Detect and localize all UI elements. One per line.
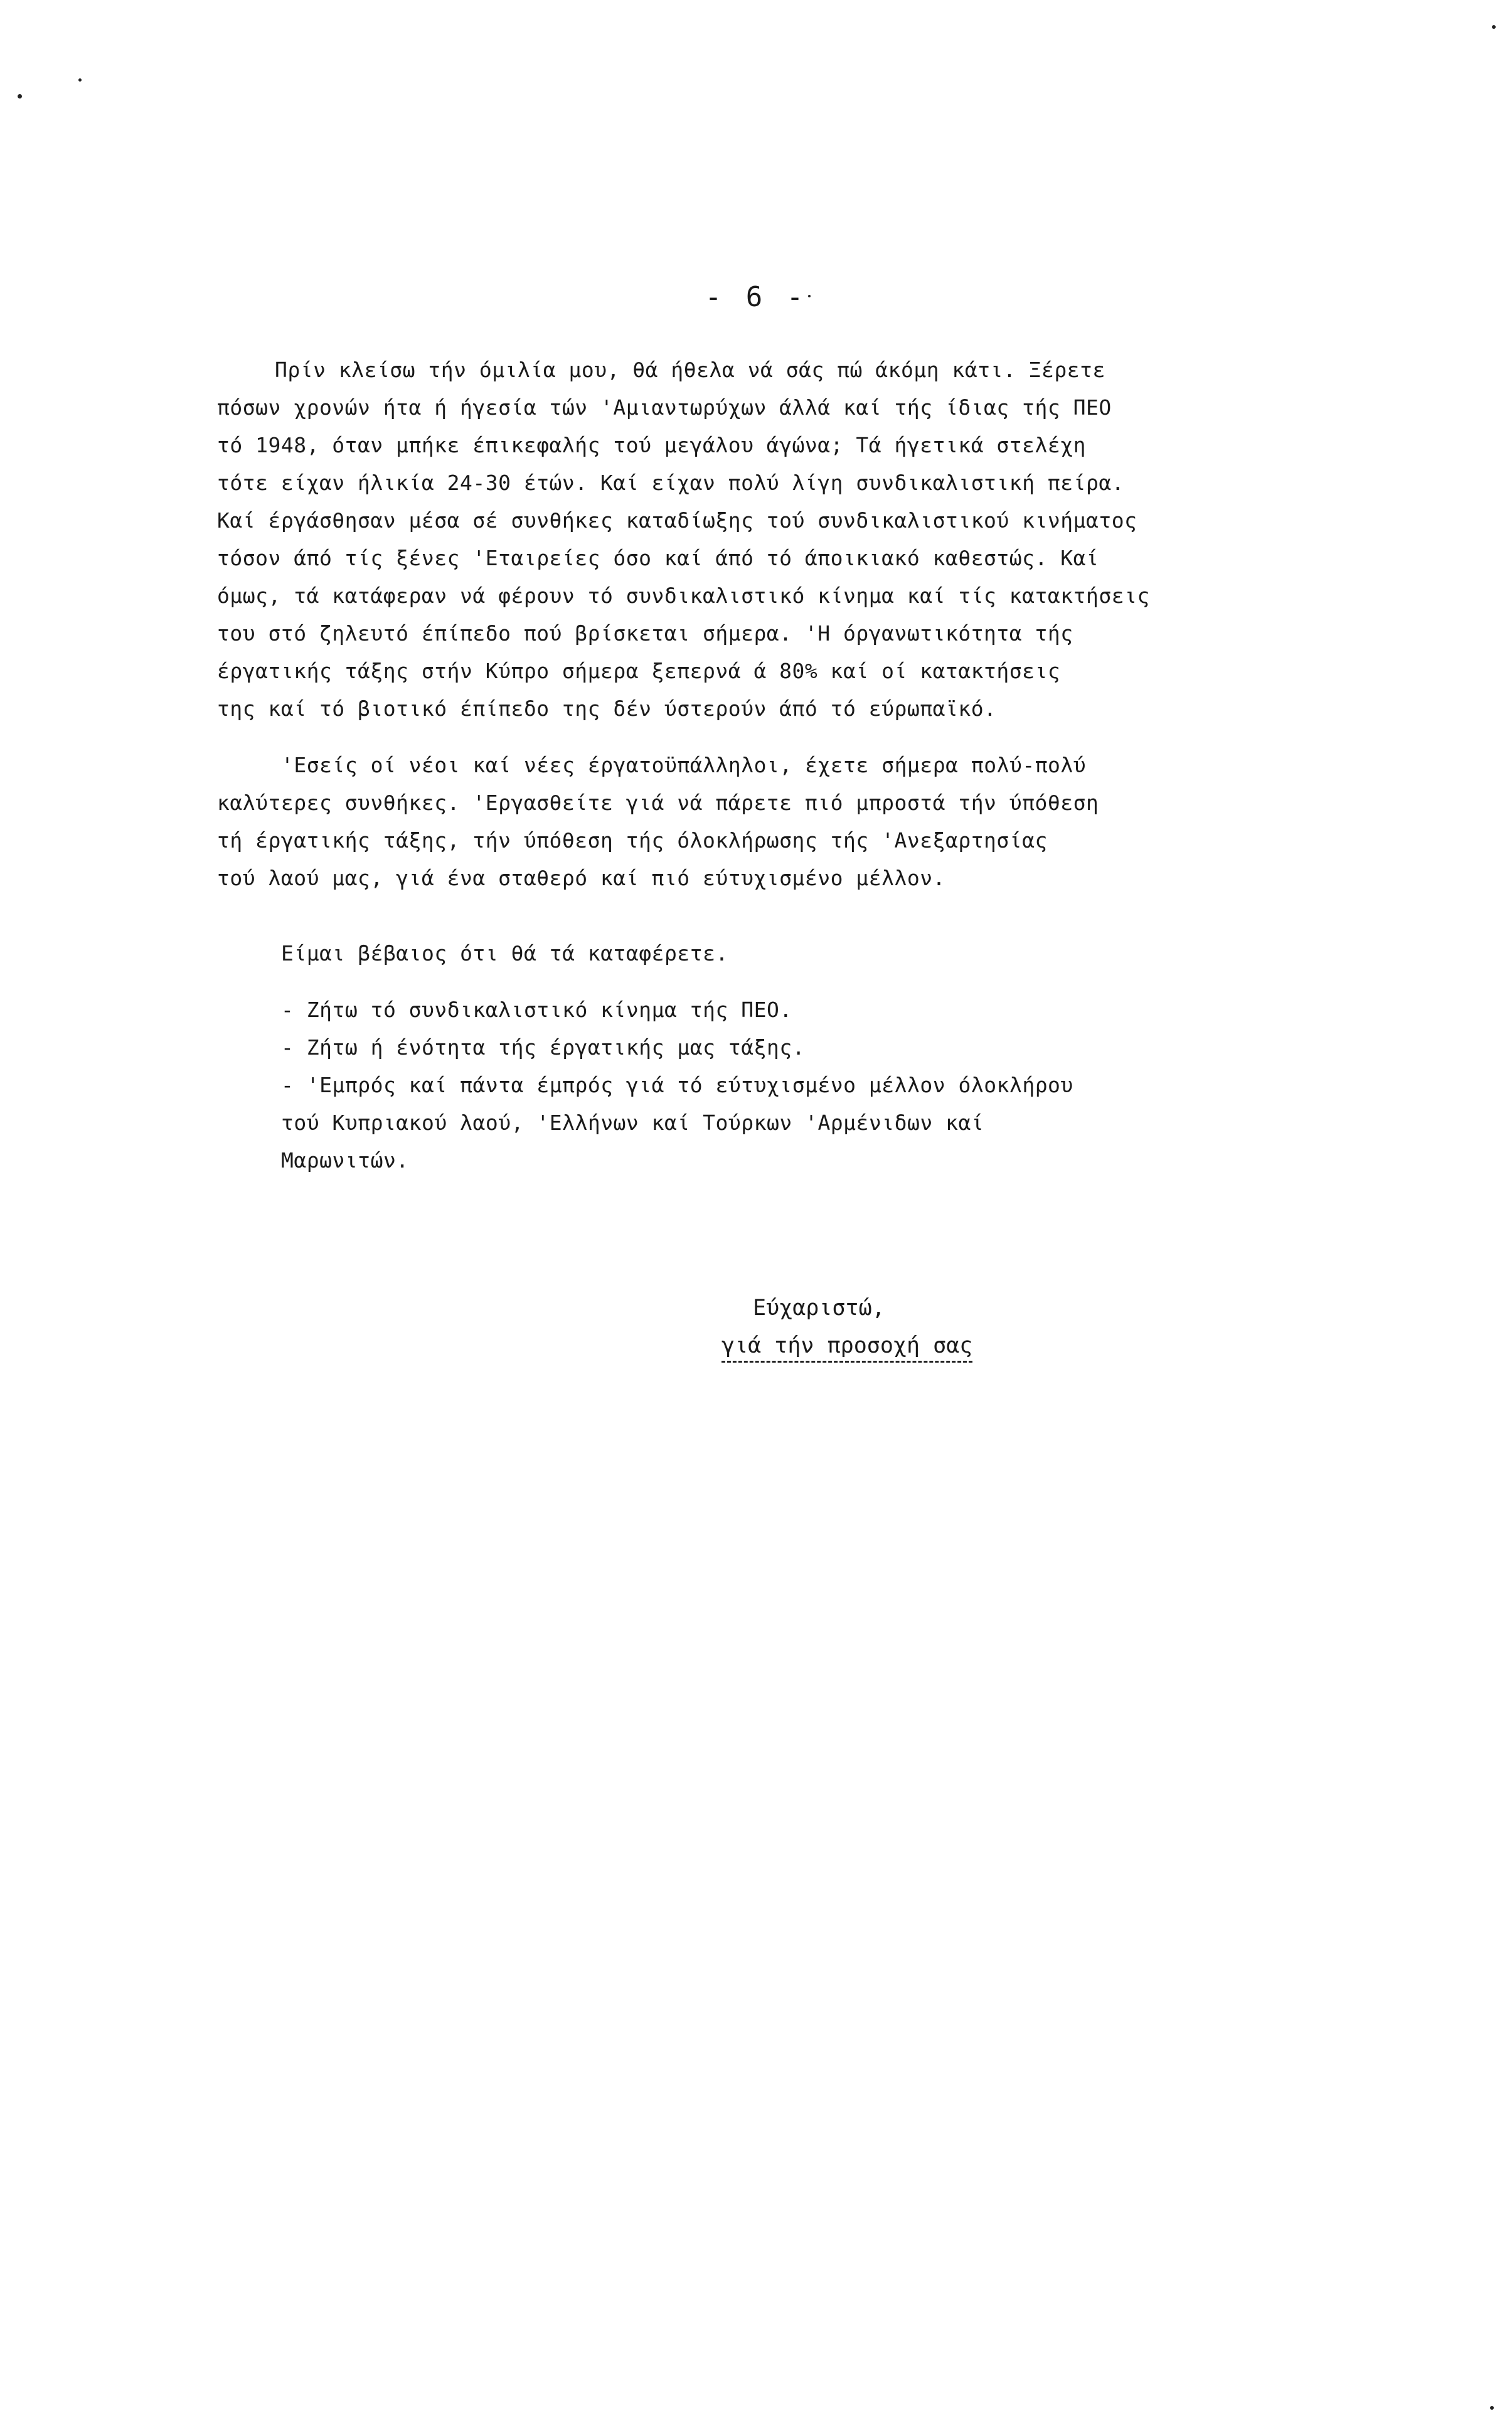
signature-attention [721, 1327, 972, 1365]
scan-speck [1492, 25, 1496, 29]
slogan-item: τού Κυπριακού λαού, 'Ελλήνων καί Τούρκων 'Αρμένιδων καί [281, 1110, 984, 1135]
page-number: - 6 - [705, 281, 807, 313]
slogan-item: - 'Εμπρός καί πάντα έμπρός γιά τό εύτυχισμένο μέλλον όλοκλήρου [281, 1073, 1073, 1097]
scan-speck [808, 295, 811, 297]
paragraph-line: τότε είχαν ήλικία 24-30 έτών. Καί είχαν πολύ λίγη συνδικαλιστική πείρα. [217, 471, 1125, 495]
scan-speck [1490, 2406, 1494, 2410]
paragraph-line: πόσων χρονών ήτα ή ήγεσία τών 'Αμιαντωρύχων άλλά καί τής ίδιας τής ΠΕΟ [217, 395, 1112, 420]
closing-sentence: Είμαι βέβαιος ότι θά τά καταφέρετε. [281, 941, 728, 966]
paragraph-line: τή έργατικής τάξης, τήν ύπόθεση τής όλοκλήρωσης τής 'Ανεξαρτησίας [217, 828, 1048, 853]
signature-thanks: Εύχαριστώ, [753, 1296, 885, 1321]
paragraph-line: έργατικής τάξης στήν Κύπρο σήμερα ξεπερνά ά 80% καί οί κατακτήσεις [217, 659, 1061, 683]
signature-attention-text: γιά τήν προσοχή σας [721, 1333, 972, 1363]
scan-speck [78, 78, 82, 82]
paragraph-line: τού λαού μας, γιά ένα σταθερό καί πιό εύτυχισμένο μέλλον. [217, 866, 945, 890]
paragraph-line: τόσον άπό τίς ξένες 'Εταιρείες όσο καί άπό τό άποικιακό καθεστώς. Καί [217, 546, 1099, 570]
paragraph-line: του στό ζηλευτό έπίπεδο πού βρίσκεται σήμερα. 'Η όργανωτικότητα τής [217, 621, 1073, 646]
slogan-item: Μαρωνιτών. [281, 1148, 409, 1173]
slogan-item: - Ζήτω ή ένότητα τής έργατικής μας τάξης. [281, 1035, 806, 1060]
paragraph-line: Πρίν κλείσω τήν όμιλία μου, θά ήθελα νά σάς πώ άκόμη κάτι. Ξέρετε [275, 358, 1105, 382]
slogan-item: - Ζήτω τό συνδικαλιστικό κίνημα τής ΠΕΟ. [281, 998, 792, 1022]
scan-speck [18, 94, 22, 98]
paragraph-line: Καί έργάσθησαν μέσα σέ συνθήκες καταδίωξης τού συνδικαλιστικού κινήματος [217, 508, 1137, 533]
paragraph-line: όμως, τά κατάφεραν νά φέρουν τό συνδικαλιστικό κίνημα καί τίς κατακτήσεις [217, 583, 1150, 608]
paragraph-line: καλύτερες συνθήκες. 'Εργασθείτε γιά νά πάρετε πιό μπροστά τήν ύπόθεση [217, 790, 1099, 815]
paragraph-line: 'Εσείς οί νέοι καί νέες έργατοϋπάλληλοι, έχετε σήμερα πολύ-πολύ [281, 753, 1087, 777]
paragraph-line: τό 1948, όταν μπήκε έπικεφαλής τού μεγάλου άγώνα; Τά ήγετικά στελέχη [217, 433, 1087, 457]
paragraph-line: της καί τό βιοτικό έπίπεδο της δέν ύστερούν άπό τό εύρωπαϊκό. [217, 696, 997, 721]
